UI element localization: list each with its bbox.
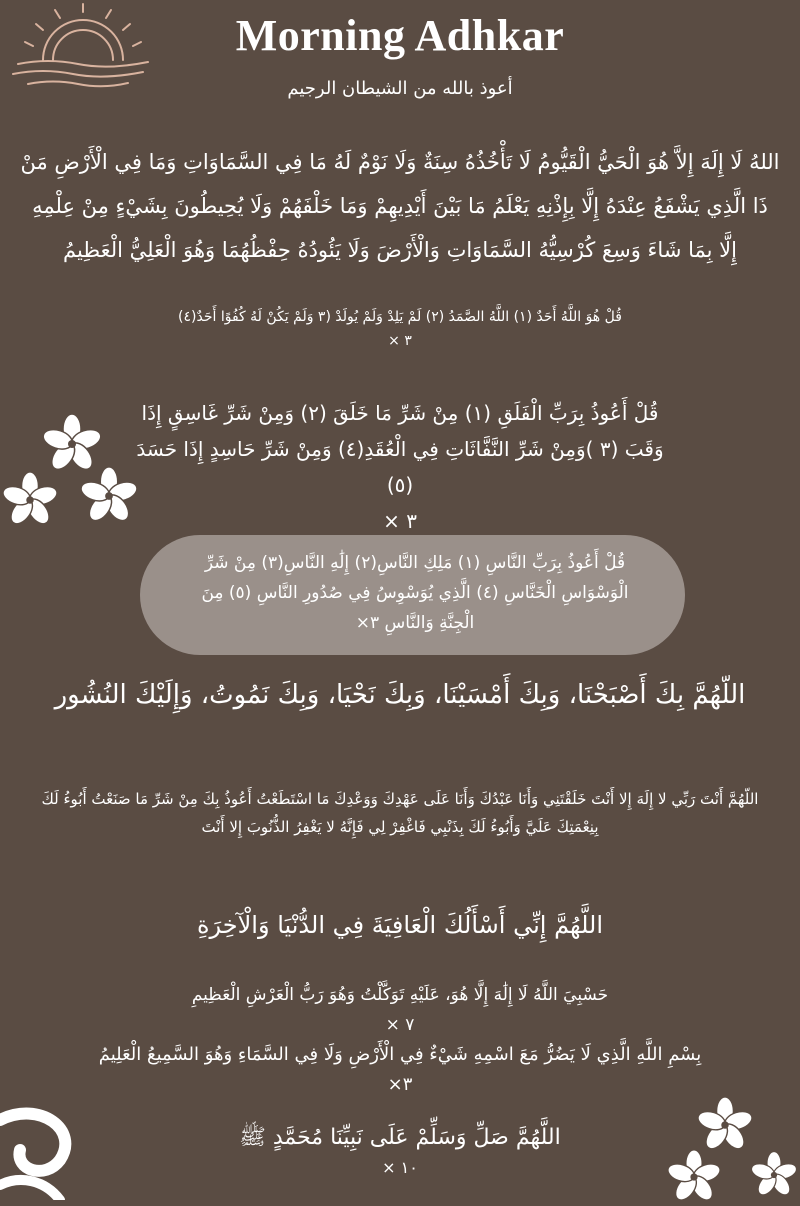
hasbi-text: حَسْبِيَ اللَّهُ لَا إِلَٰهَ إِلَّا هُوَ، عَلَيْهِ تَوَكَّلْتُ وَهُوَ رَبُّ الْعَرْشِ الْعَظِيمِ bbox=[191, 985, 609, 1005]
bismillah-text: بِسْمِ اللَّهِ الَّذِي لَا يَضُرُّ مَعَ اسْمِهِ شَيْءٌ فِي الْأَرْضِ وَلَا فِي السَّمَاءِ وَهُوَ السَّمِيعُ الْعَلِيمُ bbox=[98, 1044, 702, 1065]
ikhlas-block bbox=[100, 305, 700, 353]
falaq-repeat-count: ٣ × bbox=[383, 509, 417, 533]
salat-repeat-count: ١٠ × bbox=[382, 1158, 418, 1177]
hasbi-repeat-count: ٧ × bbox=[385, 1015, 415, 1035]
bismillah-block bbox=[60, 1040, 740, 1100]
page-title: Morning Adhkar bbox=[235, 11, 565, 60]
nas-text: قُلْ أَعُوذُ بِرَبِّ النَّاسِ (١) مَلِكِ النَّاسِ(٢) إِلَٰهِ النَّاسِ(٣) مِنْ شَرِّ الْوَسْوَاسِ الْخَنَّاسِ (٤) الَّذِي يُوَسْوِسُ فِي صُدُورِ النَّاسِ (٥) مِنَ الْجِنَّةِ وَالنَّاسِ ٣× bbox=[201, 553, 629, 633]
falaq-block bbox=[130, 395, 670, 539]
swirl-decoration-icon bbox=[0, 1100, 90, 1200]
salat-text: اللَّهُمَّ صَلِّ وَسَلِّمْ عَلَى نَبِيِّنَا مُحَمَّدٍ ﷺ bbox=[239, 1125, 561, 1150]
sayyid-istighfar-text: اللّهُمَّ أَنْتَ رَبِّي لا إِلَهَ إِلا أَنْتَ خَلَقْتَنِي وَأَنَا عَبْدُكَ وَأَنَا عَلَى عَهْدِكَ وَوَعْدِكَ مَا اسْتَطَعْتُ أَعُوذُ بِكَ مِنْ شَرِّ مَا صَنَعْتُ أَبُوءُ لَكَ بِنِعْمَتِكَ عَلَيَّ وَأَبُوءُ لَكَ بِذَنْبِي فَاغْفِرْ لِي فَإِنَّهُ لا يَغْفِرُ الذُّنُوبَ إِلا أَنْتَ bbox=[41, 790, 759, 836]
hasbi-block bbox=[90, 980, 710, 1040]
flower-icon bbox=[695, 1095, 755, 1155]
salat-block bbox=[150, 1120, 650, 1180]
ayat-kursi-text: اللهُ لَا إِلَهَ إِلاَّ هُوَ الْحَيُّ الْقَيُّومُ لَا تَأْخُذُهُ سِنَةٌ وَلَا نَوْمٌ لَهُ مَا فِي السَّمَاوَاتِ وَمَا فِي الْأَرْضِ مَنْ ذَا الَّذِي يَشْفَعُ عِنْدَهُ إِلَّا بِإِذْنِهِ يَعْلَمُ مَا بَيْنَ أَيْدِيهِمْ وَمَا خَلْفَهُمْ وَلَا يُحِيطُونَ بِشَيْءٍ مِنْ عِلْمِهِ إِلَّا بِمَا شَاءَ وَسِعَ كُرْسِيُّهُ السَّمَاوَاتِ وَالْأَرْضَ وَلَا يَئُودُهُ حِفْظُهُمَا وَهُوَ الْعَلِيُّ الْعَظِيمُ bbox=[20, 150, 780, 262]
flower-icon bbox=[78, 465, 140, 527]
bika-asbahna-text: اللّهُمَّ بِكَ أَصْبَحْنَا، وَبِكَ أَمْسَيْنَا، وَبِكَ نَحْيَا، وَبِكَ نَمُوتُ، وَإِلَيْكَ النُشُور bbox=[54, 680, 746, 710]
ikhlas-text: قُلْ هُوَ اللَّهُ أَحَدٌ (١) اللَّهُ الصَّمَدُ (٢) لَمْ يَلِدْ وَلَمْ يُولَدْ (٣ وَلَمْ يَكُنْ لَهُ كُفُوًا أَحَدٌ(٤) bbox=[178, 309, 622, 325]
flower-icon bbox=[665, 1148, 723, 1206]
ikhlas-repeat-count: ٣ × bbox=[388, 333, 412, 349]
isti-adha-subtitle: أعوذ بالله من الشيطان الرجيم bbox=[287, 78, 513, 99]
falaq-text: قُلْ أَعُوذُ بِرَبِّ الْفَلَقِ (١) مِنْ شَرِّ مَا خَلَقَ (٢) وَمِنْ شَرِّ غَاسِقٍ إِذَا وَقَبَ (٣ )وَمِنْ شَرِّ النَّفَّاثَاتِ فِي الْعُقَدِ(٤) وَمِنْ شَرِّ حَاسِدٍ إِذَا حَسَدَ (٥) bbox=[136, 401, 664, 497]
bismillah-repeat-count: ٣× bbox=[387, 1074, 413, 1095]
flower-icon bbox=[0, 470, 60, 530]
afiya-text: اللَّهُمَّ إِنِّي أَسْأَلُكَ الْعَافِيَةَ فِي الدُّنْيَا وَالْآخِرَةِ bbox=[196, 911, 604, 939]
flower-icon bbox=[748, 1150, 800, 1200]
